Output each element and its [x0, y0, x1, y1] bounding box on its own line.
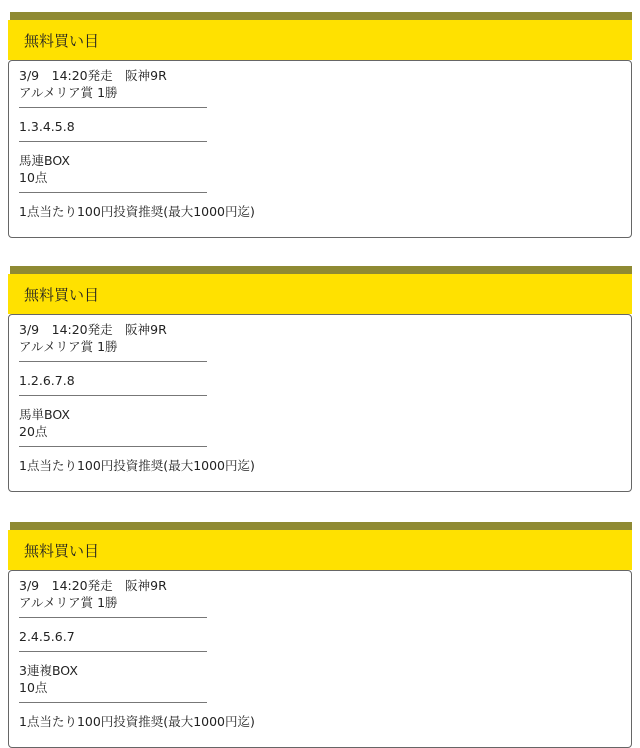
- stake-recommendation: 1点当たり100円投資推奨(最大1000円迄): [19, 714, 255, 729]
- card-title: 無料買い目: [24, 541, 100, 560]
- bet-type: 馬連BOX: [19, 153, 70, 168]
- race-name: アルメリア賞 1勝: [19, 85, 118, 100]
- stake-recommendation: 1点当たり100円投資推奨(最大1000円迄): [19, 458, 255, 473]
- card-header: [8, 530, 632, 570]
- bet-type: 馬単BOX: [19, 407, 70, 422]
- free-pick-card: [8, 266, 632, 492]
- pick-numbers: 1.2.6.7.8: [19, 373, 75, 388]
- race-line: 3/9 14:20発走 阪神9R: [19, 578, 167, 593]
- divider: [19, 617, 207, 618]
- divider: [19, 361, 207, 362]
- divider: [19, 702, 207, 703]
- race-line: 3/9 14:20発走 阪神9R: [19, 68, 167, 83]
- card-header-shadow: [10, 12, 632, 20]
- free-pick-card: [8, 12, 632, 238]
- divider: [19, 141, 207, 142]
- divider: [19, 446, 207, 447]
- divider: [19, 107, 207, 108]
- card-header: [8, 274, 632, 314]
- bet-points: 20点: [19, 424, 48, 439]
- race-line: 3/9 14:20発走 阪神9R: [19, 322, 167, 337]
- card-body: [8, 314, 632, 492]
- divider: [19, 192, 207, 193]
- divider: [19, 395, 207, 396]
- card-header-shadow: [10, 522, 632, 530]
- card-header-shadow: [10, 266, 632, 274]
- stake-recommendation: 1点当たり100円投資推奨(最大1000円迄): [19, 204, 255, 219]
- card-title: 無料買い目: [24, 285, 100, 304]
- pick-numbers: 2.4.5.6.7: [19, 629, 75, 644]
- bet-type: 3連複BOX: [19, 663, 78, 678]
- race-name: アルメリア賞 1勝: [19, 339, 118, 354]
- card-body: [8, 570, 632, 748]
- pick-numbers: 1.3.4.5.8: [19, 119, 75, 134]
- free-pick-card: [8, 522, 632, 748]
- race-name: アルメリア賞 1勝: [19, 595, 118, 610]
- divider: [19, 651, 207, 652]
- card-header: [8, 20, 632, 60]
- card-title: 無料買い目: [24, 31, 100, 50]
- bet-points: 10点: [19, 170, 48, 185]
- card-body: [8, 60, 632, 238]
- bet-points: 10点: [19, 680, 48, 695]
